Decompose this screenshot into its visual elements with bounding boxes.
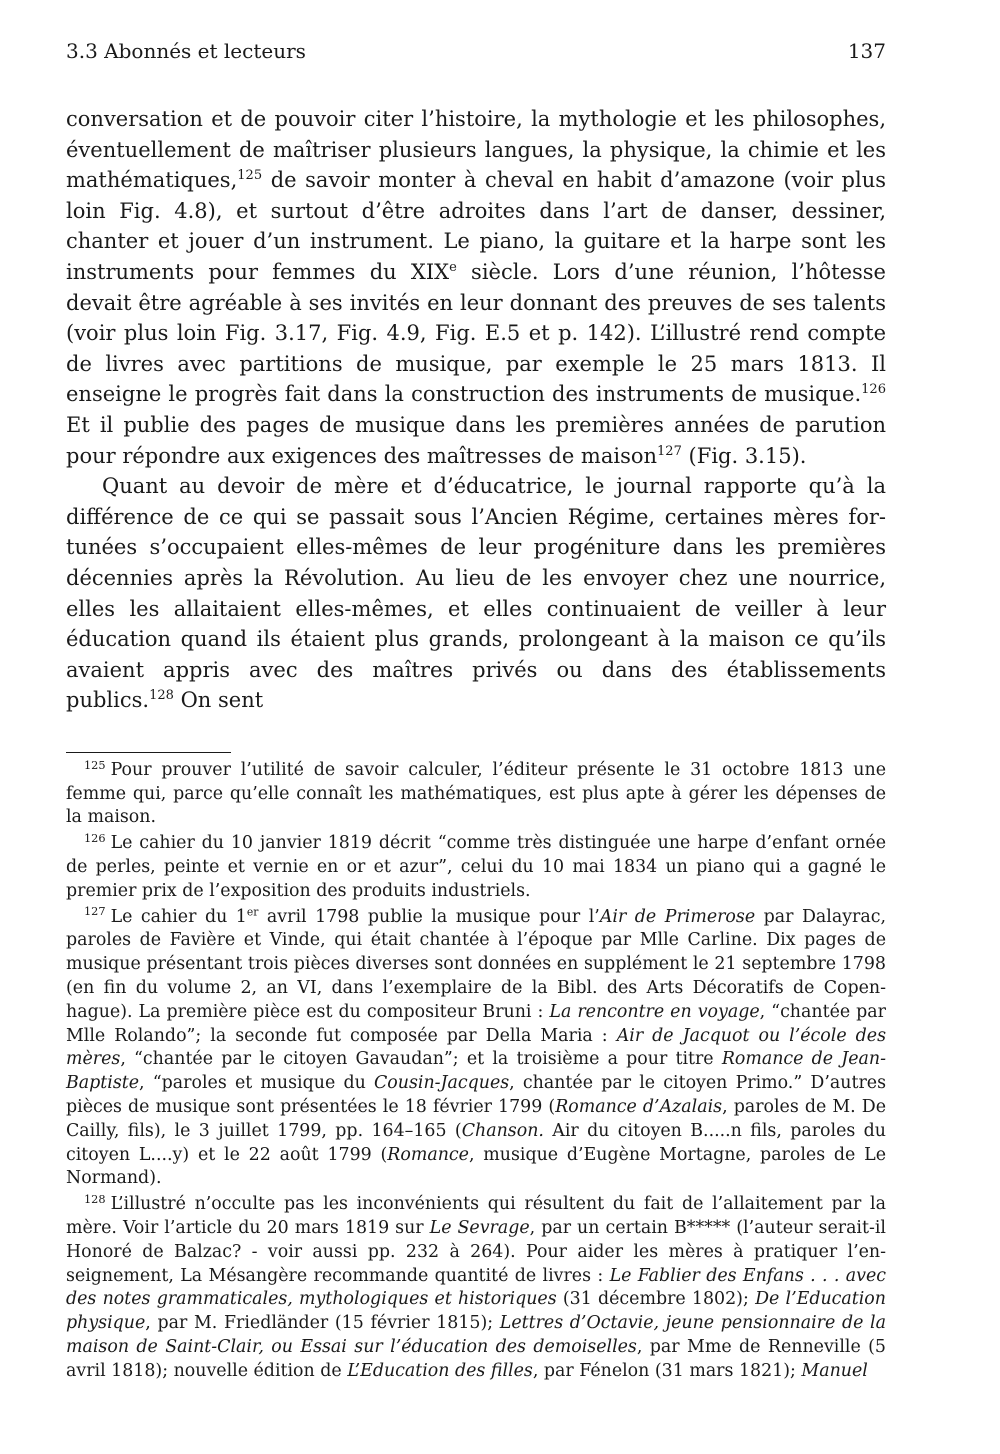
text-run: (31 décembre 1802); [556, 1289, 756, 1310]
running-header [66, 38, 886, 64]
text-run: Le cahier du 1 [110, 906, 247, 927]
text-run: , par un certain B***** (l’auteur serait-il Honoré de Balzac? - voir aussi pp. 232 à 264). Pour aider les mères à pratiquer l’enseignement, La Mésangère recommande quantité de livres : [66, 1218, 886, 1286]
footnote-number: 128 [84, 1193, 106, 1206]
italic-title: Romance [387, 1144, 469, 1165]
text-run: Et il publie des pages de musique dans les premières années de parution pour répondre aux exigences des maîtresses de maison [66, 412, 886, 468]
footnote-number: 125 [84, 758, 106, 772]
text-run: , par Fénelon (31 mars 1821); [532, 1360, 802, 1381]
footnote-ref: 126 [861, 382, 886, 398]
italic-title: Manuel [801, 1360, 868, 1381]
text-run: conversation et de pouvoir citer l’histoire, la mythologie et les philosophes, éventuellement de maîtriser plusieurs langues, la physique, la chimie et les mathématiques, [66, 107, 886, 193]
text-run: , “chantée par le citoyen Gavaudan”; et la troisième a pour titre [120, 1049, 722, 1070]
text-run: (Fig. 3.15). [681, 443, 807, 468]
footnote-rule [66, 752, 231, 753]
text-run: , par M. Friedländer (15 février 1815); [145, 1313, 500, 1334]
italic-title: L’Education des filles [347, 1360, 533, 1381]
italic-title: Cousin-Jacques [374, 1073, 510, 1094]
text-run: avril 1798 publie la musique pour l’ [258, 906, 600, 927]
superscript: er [246, 905, 259, 919]
paragraph [66, 471, 886, 716]
book-page [66, 38, 886, 1386]
page-number: 137 [847, 39, 886, 63]
footnote [66, 832, 886, 903]
text-run: L’illustré n’occulte pas les inconvénients qui résultent du fait de l’allaitement par la mère. Voir l’article du 20 mars 1819 sur [66, 1194, 886, 1239]
italic-title: Le Fablier des Enfans . . . avec des notes grammaticales, mythologiques et historiques [66, 1265, 886, 1310]
superscript: e [449, 260, 457, 276]
italic-title: Chanson. [461, 1120, 544, 1141]
text-run: , “chantée par Mlle Rolando”; la seconde fut composée par Della Maria : [66, 1001, 886, 1046]
footnote [66, 1193, 886, 1383]
text-run: , musique d’Eugène Mortagne, paroles de Le Normand). [66, 1144, 886, 1189]
text-run: , par Mme de Renneville (5 avril 1818); nouvelle édition de [66, 1337, 887, 1381]
italic-title: De l’Education physique [66, 1289, 886, 1334]
text-run: On sent [173, 688, 264, 713]
main-text [66, 104, 886, 716]
italic-title: Lettres d’Octavie, jeune pensionnaire de la maison de Saint-Clair, ou Essai sur l’éducation des demoiselles [66, 1313, 886, 1357]
footnote-number: 126 [84, 832, 106, 846]
footnotes [66, 759, 886, 1384]
text-run: siècle. Lors d’une réunion, l’hôtesse devait être agréable à ses invités en leur donnant des preuves de ses talents (voir plus loin Fig. 3.17, Fig. 4.9, Fig. E.5 et p. 142). L’illustré rend compte de livres avec partitions de musique, par exemple le 25 mars 1813. Il enseigne le progrès fait dans la construction des instruments de musique. [66, 259, 886, 407]
section-title: 3.3 Abonnés et lecteurs [66, 39, 306, 63]
italic-title: Romance d’Azalais [555, 1097, 723, 1118]
italic-title: Air de Jacquot ou l’école des mères [66, 1025, 886, 1070]
text-run: Air du citoyen B.....n fils, paroles du citoyen L....y) et le 22 août 1799 ( [66, 1120, 887, 1165]
text-run: par Dalayrac, paroles de Favière et Vinde, qui était chantée à l’époque par Mlle Carline. Dix pages de musique présentant trois pièces diverses sont données en supplément le 21 septembre 1798 (en fin du volume 2, an VI, dans l’exemplaire de la Bibl. des Arts Décoratifs de Copenhague). La première pièce est du compositeur Bruni : [66, 906, 886, 1022]
text-run: Le cahier du 10 janvier 1819 décrit “comme très distinguée une harpe d’enfant ornée de perles, peinte et vernie en or et azur”, celui du 10 mai 1834 un piano qui a gagné le premier prix de l’exposition des produits industriels. [66, 833, 886, 901]
footnote-number: 127 [84, 905, 106, 919]
footnote-ref: 128 [149, 688, 174, 704]
italic-title: Air de Primerose [599, 906, 756, 927]
footnote [66, 906, 886, 1192]
footnote [66, 759, 886, 830]
text-run: , chantée par le citoyen Primo.” D’autres pièces de musique sont présentées le 18 février 1799 ( [66, 1073, 886, 1118]
paragraph [66, 104, 886, 471]
italic-title: La rencontre en voyage [549, 1001, 760, 1022]
text-run: de savoir monter à cheval en habit d’amazone (voir plus loin Fig. 4.8), et surtout d’être adroites dans l’art de danser, dessiner, chanter et jouer d’un instrument. Le piano, la guitare et la harpe sont les instruments pour femmes du XIX [66, 168, 886, 284]
text-run: Pour prouver l’utilité de savoir calculer, l’éditeur présente le 31 octobre 1813 une femme qui, parce qu’elle connaît les mathématiques, est plus apte à gérer les dépenses de la maison. [66, 759, 886, 828]
footnote-ref: 125 [237, 168, 263, 184]
italic-title: Le Sevrage [429, 1218, 530, 1239]
italic-title: Romance de Jean-Baptiste [66, 1049, 887, 1094]
footnote-ref: 127 [657, 443, 682, 459]
text-run: , “paroles et musique du [139, 1073, 374, 1094]
text-run: Quant au devoir de mère et d’éducatrice, le journal rapporte qu’à la différence de ce qui se passait sous l’Ancien Régime, certaines mères fortunées s’occupaient elles-mêmes de leur progéniture dans les premières décennies après la Révolution. Au lieu de les envoyer chez une nourrice, elles les allaitaient elles-mêmes, et elles continuaient de veiller à leur éducation quand ils étaient plus grands, prolongeant à la maison ce qu’ils avaient appris avec des maîtres privés ou dans des établissements publics. [66, 474, 886, 713]
text-run: , paroles de M. De Cailly, fils), le 3 juillet 1799, pp. 164–165 ( [66, 1097, 886, 1141]
